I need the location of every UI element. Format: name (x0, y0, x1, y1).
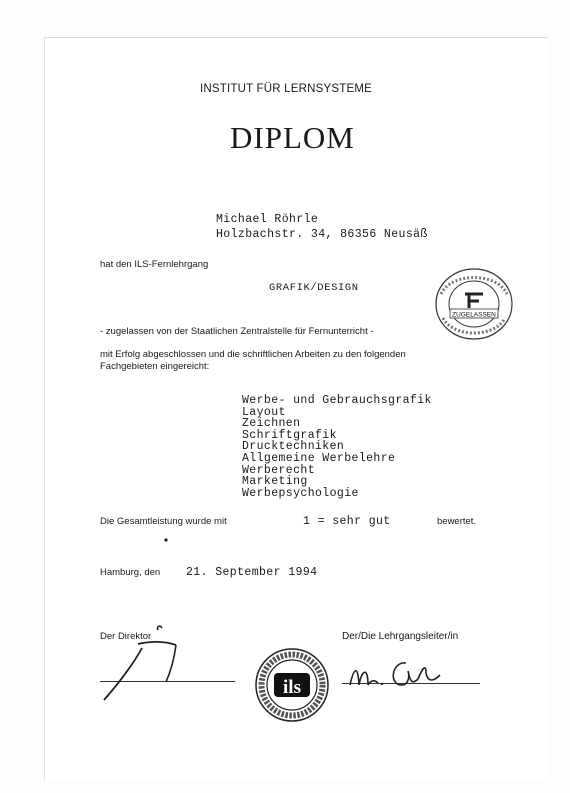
subject-item: Drucktechniken (242, 440, 345, 454)
course-lead-label: Der/Die Lehrgangsleiter/in (342, 631, 459, 642)
subject-item: Layout (242, 405, 286, 419)
subject-item: Allgemeine Werbelehre (242, 451, 396, 465)
subject-list (242, 395, 432, 499)
result-suffix: bewertet. (437, 516, 477, 527)
director-signature (96, 618, 186, 708)
completion-line-1: mit Erfolg abgeschlossen und die schriftlichen Arbeiten zu den folgenden (100, 349, 406, 360)
diploma-title: DIPLOM (230, 120, 355, 155)
place-label: Hamburg, den (100, 567, 161, 578)
subject-item: Schriftgrafik (242, 428, 337, 442)
zfu-seal-label: ZUGELASSEN (452, 311, 496, 319)
subject-item: Werbepsychologie (242, 486, 359, 500)
completion-line-2: Fachgebieten eingereicht: (100, 361, 210, 372)
recipient-name: Michael Röhrle (216, 213, 319, 226)
ils-seal-icon (253, 646, 331, 724)
zfu-seal-icon (429, 264, 519, 344)
course-intro: hat den ILS-Fernlehrgang (100, 259, 209, 270)
director-label: Der Direktor (100, 631, 152, 642)
subject-item: Marketing (242, 475, 308, 489)
ils-seal-label: ils (283, 677, 301, 698)
institute-name: INSTITUT FÜR LERNSYSTEME (200, 83, 372, 95)
issue-date: 21. September 1994 (186, 566, 318, 579)
course-lead-signature (346, 655, 446, 695)
ink-mark (163, 537, 169, 543)
result-grade: 1 = sehr gut (303, 515, 391, 528)
subject-item: Zeichnen (242, 417, 301, 431)
recipient-address: Holzbachstr. 34, 86356 Neusäß (216, 228, 428, 241)
completion-text (100, 349, 406, 373)
subject-item: Werberecht (242, 463, 316, 477)
result-label: Die Gesamtleistung wurde mit (100, 516, 227, 527)
approval-text: - zugelassen von der Staatlichen Zentralstelle für Fernunterricht - (100, 326, 374, 337)
course-name: GRAFIK/DESIGN (269, 282, 359, 294)
subject-item: Werbe- und Gebrauchsgrafik (242, 394, 432, 407)
recipient-block (216, 212, 428, 242)
